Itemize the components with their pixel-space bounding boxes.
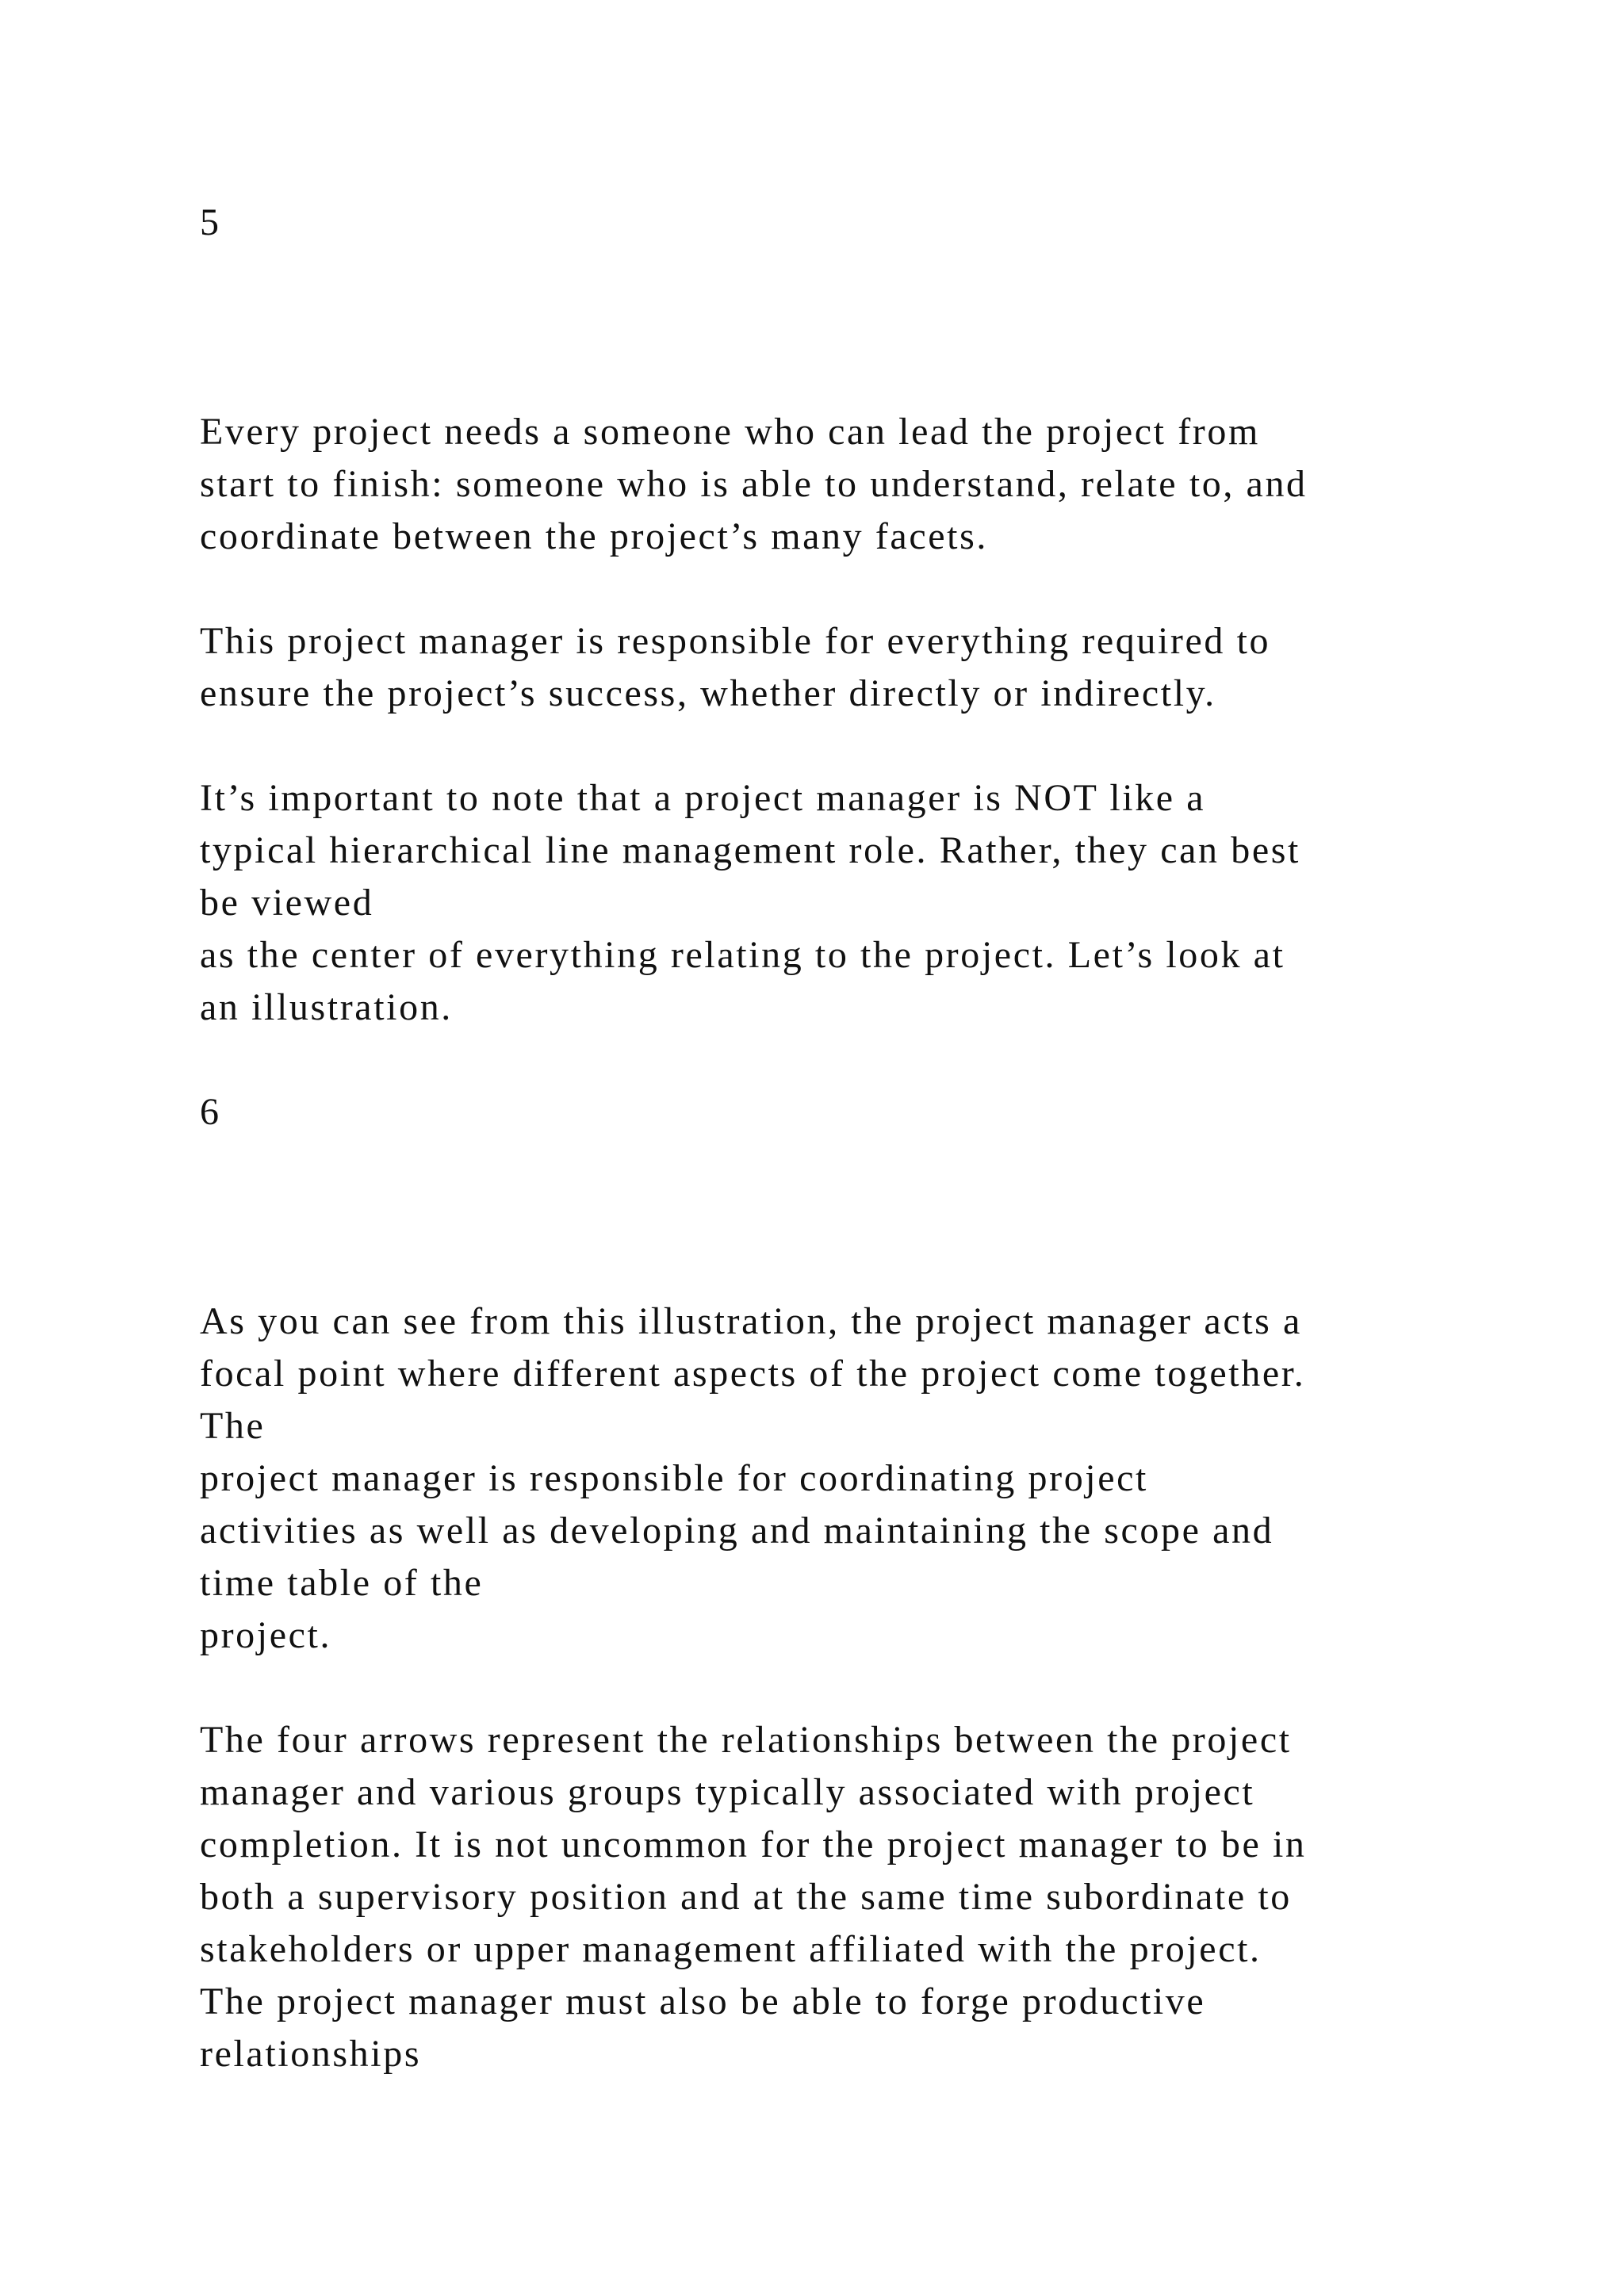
paragraph-line: The four arrows represent the relationships between the project xyxy=(200,1719,1292,1761)
paragraph-line: This project manager is responsible for everything required to xyxy=(200,620,1271,662)
paragraph-line: completion. It is not uncommon for the project manager to be in xyxy=(200,1823,1307,1866)
paragraph-line: typical hierarchical line management role. Rather, they can best xyxy=(200,829,1300,871)
paragraph-line: Every project needs a someone who can lead the project from xyxy=(200,411,1260,453)
paragraph-line: The project manager must also be able to forge productive xyxy=(200,1980,1206,2022)
paragraph-line: project. xyxy=(200,1614,332,1656)
paragraph-line: focal point where different aspects of the project come together. xyxy=(200,1353,1306,1395)
paragraph-line: manager and various groups typically associated with project xyxy=(200,1771,1255,1813)
paragraph-line: both a supervisory position and at the same time subordinate to xyxy=(200,1876,1292,1918)
paragraph-line: coordinate between the project’s many facets. xyxy=(200,515,988,557)
page-number: 5 xyxy=(200,201,221,243)
page-number: 6 xyxy=(200,1091,221,1133)
paragraph-line: stakeholders or upper management affiliated with the project. xyxy=(200,1928,1262,1970)
paragraph-line: an illustration. xyxy=(200,986,453,1028)
paragraph-line: start to finish: someone who is able to understand, relate to, and xyxy=(200,463,1308,505)
paragraph-line: relationships xyxy=(200,2033,422,2075)
paragraph-line: As you can see from this illustration, the project manager acts a xyxy=(200,1300,1302,1342)
paragraph-line: ensure the project’s success, whether directly or indirectly. xyxy=(200,672,1216,714)
paragraph-line: be viewed xyxy=(200,882,374,924)
paragraph-line: It’s important to note that a project manager is NOT like a xyxy=(200,777,1206,819)
paragraph-line: as the center of everything relating to the project. Let’s look at xyxy=(200,934,1285,976)
paragraph-line: The xyxy=(200,1405,266,1447)
paragraph-line: time table of the xyxy=(200,1562,484,1604)
paragraph-line: project manager is responsible for coordinating project xyxy=(200,1457,1148,1499)
paragraph-line: activities as well as developing and maintaining the scope and xyxy=(200,1510,1274,1552)
